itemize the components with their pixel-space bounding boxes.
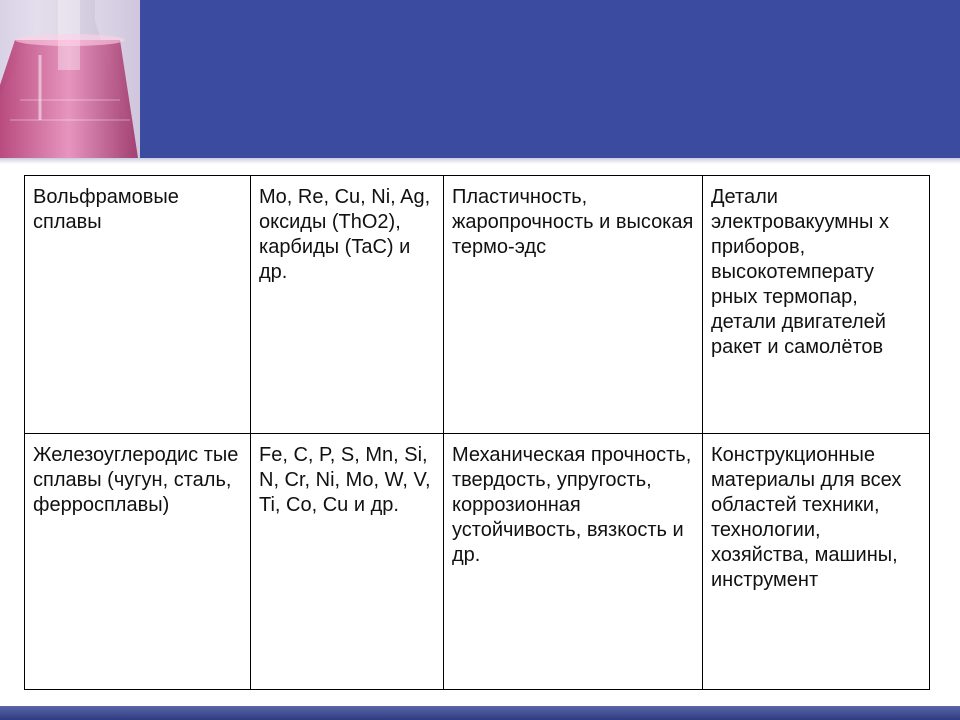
cell-text: Детали электровакуумны х приборов, высокотемперату рных термопар, детали двигателей ракет и самолётов xyxy=(711,186,889,358)
table-row xyxy=(25,176,930,434)
table-cell xyxy=(444,434,703,690)
cell-text: Конструкционные материалы для всех областей техники, технологии, хозяйства, машины, инструмент xyxy=(711,444,902,591)
table-cell xyxy=(251,176,444,434)
table-cell xyxy=(703,434,930,690)
cell-text: Пластичность, жаропрочность и высокая термо-эдс xyxy=(452,186,694,258)
table-cell xyxy=(25,176,251,434)
flask-image xyxy=(0,0,140,158)
cell-text: Механическая прочность, твердость, упругость, коррозионная устойчивость, вязкость и др. xyxy=(452,444,692,566)
cell-text: Железоуглеродис тые сплавы (чугун, сталь, ферросплавы) xyxy=(33,444,239,516)
table-row xyxy=(25,434,930,690)
footer-band xyxy=(0,706,960,720)
cell-text: Mo, Re, Cu, Ni, Ag, оксиды (ThO2), карбиды (TaC) и др. xyxy=(259,186,431,283)
table-cell xyxy=(251,434,444,690)
alloys-table-container xyxy=(24,175,930,690)
header-shadow xyxy=(0,158,960,164)
table-cell xyxy=(444,176,703,434)
table-cell xyxy=(703,176,930,434)
table-cell xyxy=(25,434,251,690)
cell-text: Вольфрамовые сплавы xyxy=(33,186,179,233)
alloys-table xyxy=(24,175,930,690)
header-band xyxy=(0,0,960,158)
flask-icon xyxy=(0,0,140,158)
cell-text: Fe, C, P, S, Mn, Si, N, Cr, Ni, Mo, W, V, Ti, Co, Cu и др. xyxy=(259,444,431,516)
